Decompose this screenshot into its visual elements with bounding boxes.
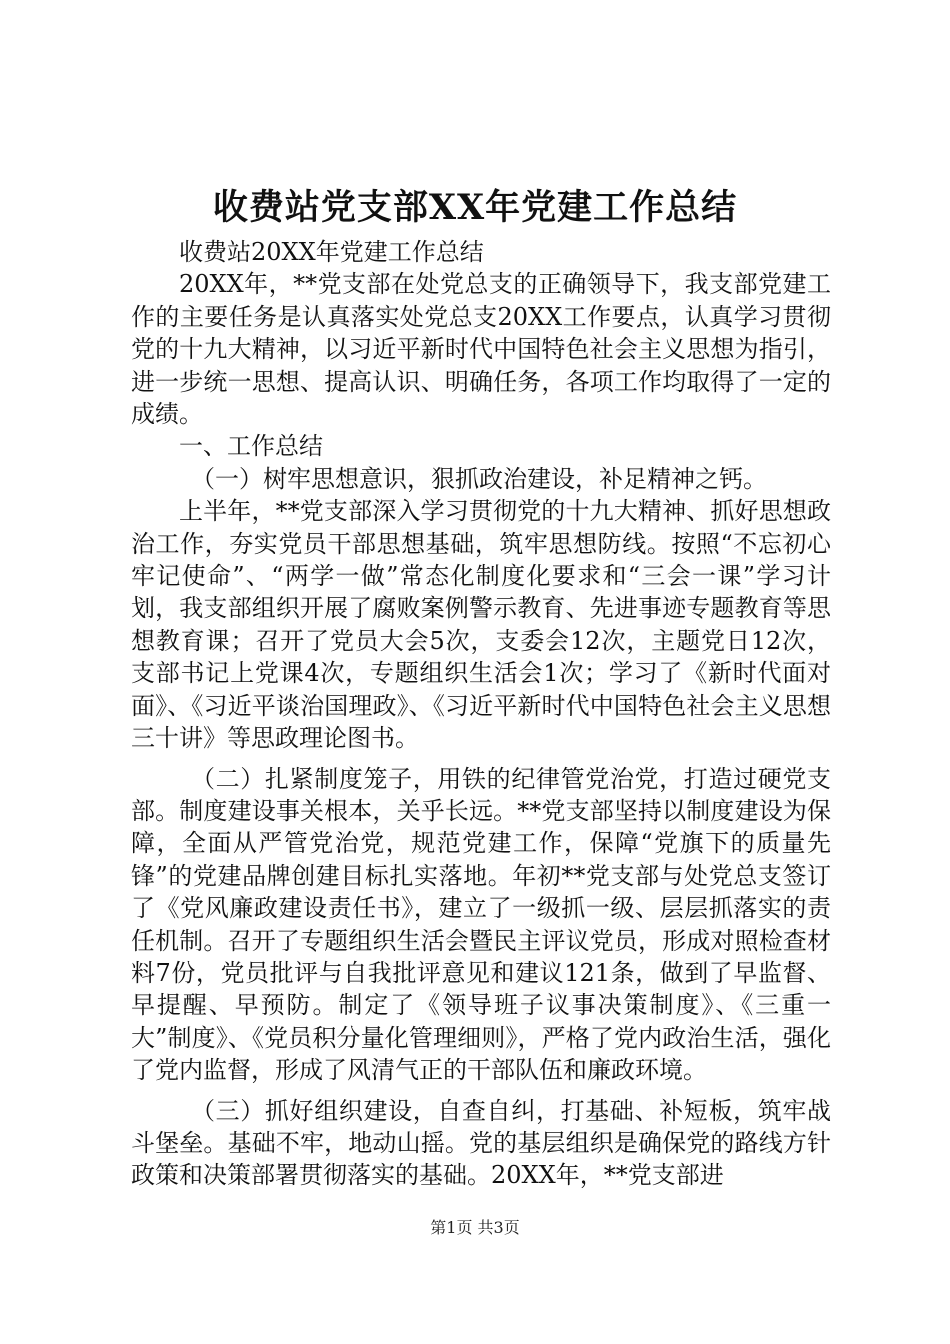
body-paragraph-3: （三）抓好组织建设，自查自纠，打基础、补短板，筑牢战斗堡垒。基础不牢，地动山摇。党的基层组织是确保党的路线方针政策和决策部署贯彻落实的基础。20XX年，**党支部进: [131, 1096, 831, 1190]
subsection-heading-1: （一）树牢思想意识，狠抓政治建设，补足精神之钙。: [191, 464, 767, 493]
section-heading: 一、工作总结: [179, 432, 323, 461]
document-title: 收费站党支部XX年党建工作总结: [212, 187, 738, 228]
body-paragraph-1: 上半年，**党支部深入学习贯彻党的十九大精神、抓好思想政治工作，夯实党员干部思想基础，筑牢思想防线。按照“不忘初心牢记使命”、“两学一做”常态化制度化要求和“三会一课”学习计划，我支部组织开展了腐败案例警示教育、先进事迹专题教育等思想教育课；召开了党员大会5次，支委会12次，主题党日12次，支部书记上党课4次，专题组织生活会1次；学习了《新时代面对面》、《习近平谈治国理政》、《习近平新时代中国特色社会主义思想三十讲》等思政理论图书。: [131, 497, 831, 753]
page-footer: 第1页 共3页: [430, 1218, 520, 1237]
body-paragraph-2: （二）扎紧制度笼子，用铁的纪律管党治党，打造过硬党支部。制度建设事关根本，关乎长远。**党支部坚持以制度建设为保障，全面从严管党治党，规范党建工作，保障“党旗下的质量先锋”的党建品牌创建目标扎实落地。年初**党支部与处党总支签订了《党风廉政建设责任书》，建立了一级抓一级、层层抓落实的责任机制。召开了专题组织生活会暨民主评议党员，形成对照检查材料7份，党员批评与自我批评意见和建议121条，做到了早监督、早提醒、早预防。制定了《领导班子议事决策制度》、《三重一大”制度》、《党员积分量化管理细则》，严格了党内政治生活，强化了党内监督，形成了风清气正的干部队伍和廉政环境。: [131, 764, 831, 1085]
intro-paragraph: 20XX年，**党支部在处党总支的正确领导下，我支部党建工作的主要任务是认真落实处党总支20XX工作要点，认真学习贯彻党的十九大精神，以习近平新时代中国特色社会主义思想为指引，进一步统一思想、提高认识、明确任务，各项工作均取得了一定的成绩。: [131, 270, 831, 429]
document-body: [131, 236, 831, 1192]
subtitle-paragraph: 收费站20XX年党建工作总结: [179, 238, 484, 266]
